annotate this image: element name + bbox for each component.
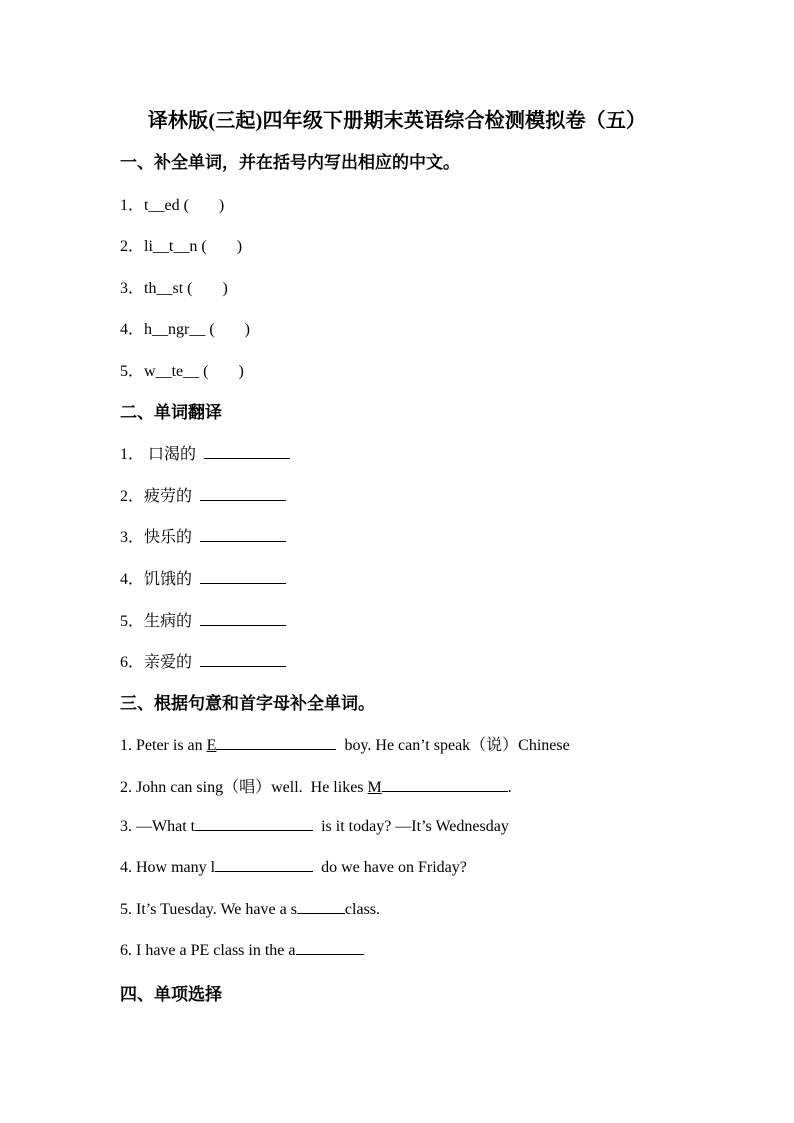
section-3-item-1: 1. Peter is an E boy. He can’t speak（说）Chinese [120, 737, 570, 754]
section-1-item-2: 2．li__t__n ( ) [120, 238, 243, 255]
answer-blank[interactable] [382, 777, 508, 792]
answer-blank[interactable] [297, 899, 345, 914]
answer-blank[interactable] [195, 816, 313, 831]
section-1-item-3: 3．th__st ( ) [120, 280, 228, 297]
section-2-item-4: 4．饥饿的 [120, 566, 286, 589]
section-3-item-4: 4. How many l do we have on Friday? [120, 859, 467, 876]
section-1-item-1: 1．t__ed ( ) [120, 197, 225, 214]
section-2-item-1: 1． 口渴的 [120, 441, 290, 464]
section-1-item-4: 4．h__ngr__ ( ) [120, 321, 250, 338]
section-1-heading: 一、补全单词，并在括号内写出相应的中文。 [120, 153, 460, 172]
answer-blank[interactable] [200, 652, 286, 667]
section-3-item-6: 6. I have a PE class in the a [120, 940, 364, 960]
section-3-item-5: 5. It’s Tuesday. We have a s class. [120, 901, 381, 918]
section-1-item-5: 5．w__te__ ( ) [120, 363, 244, 380]
page-title: 译林版(三起)四年级下册期末英语综合检测模拟卷（五） [147, 110, 647, 132]
answer-blank[interactable] [200, 569, 286, 584]
answer-blank[interactable] [200, 486, 286, 501]
answer-blank[interactable] [216, 735, 336, 750]
section-2-item-3: 3．快乐的 [120, 524, 286, 547]
section-3-item-3: 3. —What t is it today? —It’s Wednesday [120, 818, 509, 835]
answer-blank[interactable] [296, 940, 364, 955]
answer-blank[interactable] [200, 611, 286, 626]
section-2-item-2: 2．疲劳的 [120, 483, 286, 506]
section-2-item-6: 6．亲爱的 [120, 649, 286, 672]
section-3-item-2: 2. John can sing（唱）well. He likes M . [120, 779, 512, 796]
section-4-heading: 四、单项选择 [120, 985, 222, 1004]
answer-blank[interactable] [200, 527, 286, 542]
answer-blank[interactable] [204, 444, 290, 459]
section-3-heading: 三、根据句意和首字母补全单词。 [120, 694, 375, 713]
section-2-item-5: 5．生病的 [120, 608, 286, 631]
section-2-heading: 二、单词翻译 [120, 403, 222, 422]
answer-blank[interactable] [215, 857, 313, 872]
